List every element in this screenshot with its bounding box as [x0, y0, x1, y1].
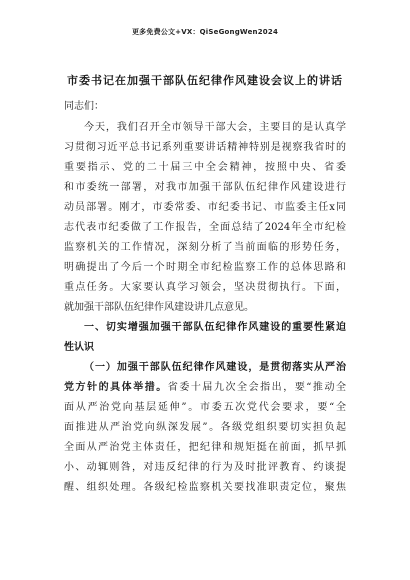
- subsection-heading-line-mixed: [64, 378, 346, 398]
- paragraph-line: 明确提出了今后一个时期全市纪检监察工作的总体思路和: [64, 262, 346, 273]
- salutation: 同志们：: [64, 101, 104, 112]
- paragraph-line: 志代表市纪委做了工作报告，全面总结了2024年全市纪检: [64, 222, 346, 233]
- section-heading-line: 性认识: [64, 342, 94, 353]
- paragraph-line: 小、动辄则咎，对违反纪律的行为及时批评教育、约谈提: [64, 462, 346, 473]
- paragraph-line: 就加强干部队伍纪律作风建设讲几点意见。: [64, 302, 254, 313]
- paragraph-line: 习贯彻习近平总书记系列重要讲话精神特别是视察我省时的: [64, 142, 346, 153]
- paragraph-line: 和市委统一部署，对我市加强干部队伍纪律作风建设进行: [64, 182, 346, 193]
- paragraph-line: 面推进从严治党向纵深发展”。各级党组织要切实担负起: [64, 422, 346, 433]
- subsection-text: 省委十届九次全会指出，要“推动全: [167, 382, 346, 393]
- paragraph-line: 今天，我们召开全市领导干部大会，主要目的是认真学: [84, 122, 346, 133]
- speech-body: [64, 118, 346, 498]
- paragraph-line: 动员部署。刚才，市委常委、市纪委书记、市监委主任x同: [64, 202, 346, 213]
- subsection-heading-line: （一）加强干部队伍纪律作风建设，是贯彻落实从严治: [84, 362, 346, 373]
- paragraph-line: 醒、组织处理。各级纪检监察机关要找准职责定位，聚焦: [64, 482, 346, 493]
- speech-title: 市委书记在加强干部队伍纪律作风建设会议上的讲话: [67, 74, 343, 87]
- paragraph-line: 监察机关的工作情况，深刻分析了当前面临的形势任务，: [64, 242, 346, 253]
- paragraph-line: 重要指示、党的二十届三中全会精神，按照中央、省委: [64, 162, 346, 173]
- subsection-heading-bold: 党方针的具体举措。: [64, 382, 168, 393]
- paragraph-line: 面从严治党向基层延伸”。市委五次党代会要求，要“全: [64, 402, 346, 413]
- paragraph-line: 全面从严治党主体责任，把纪律和规矩挺在前面，抓早抓: [64, 442, 346, 453]
- paragraph-line: 重点任务。大家要认真学习领会，坚决贯彻执行。下面，: [64, 282, 346, 293]
- header-note: 更多免费公文+VX：QiSeGongWen2024: [131, 28, 279, 36]
- section-heading-line: 一、切实增强加强干部队伍纪律作风建设的重要性紧迫: [84, 322, 346, 333]
